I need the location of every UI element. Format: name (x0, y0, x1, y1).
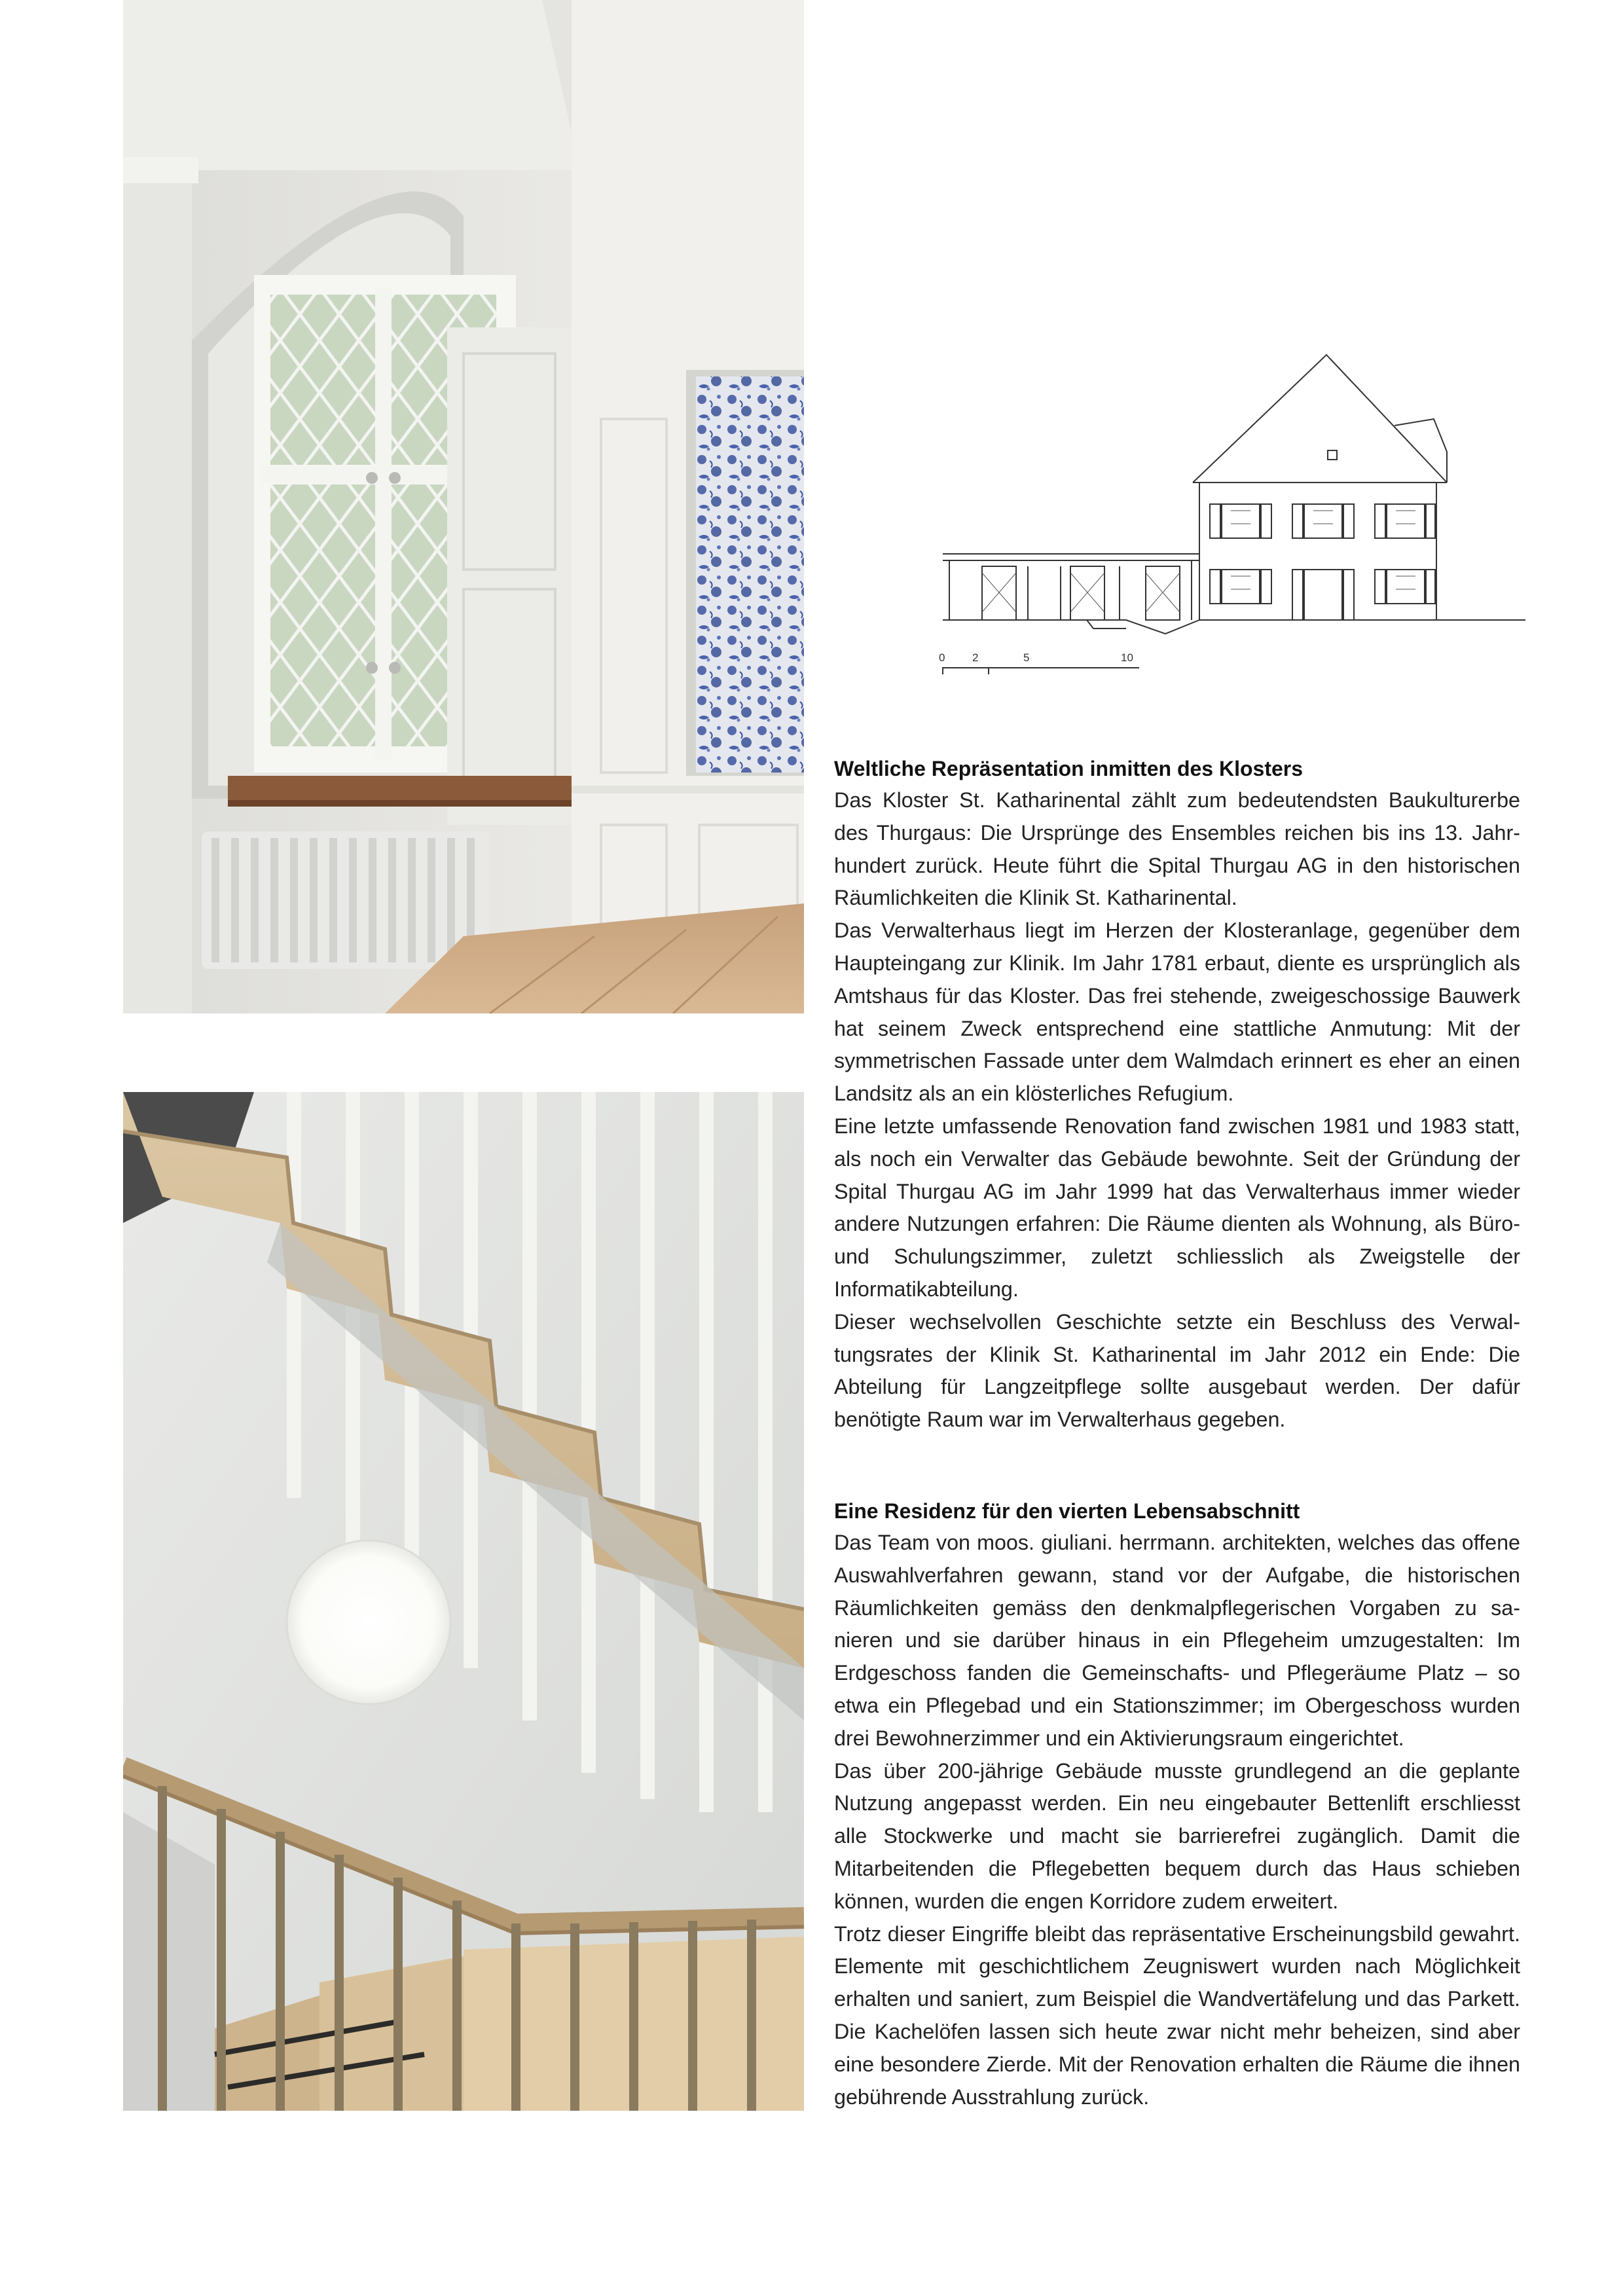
photo-window-interior (123, 0, 804, 1013)
section-heading: Eine Residenz für den vierten Lebensabschnitt (834, 1499, 1300, 1523)
photo-stairwell (123, 1092, 804, 2111)
paragraph: Das über 200-jährige Gebäude musste grundlegend an die geplante Nutzung angepasst werden. Ein neu eingebauter Bettenlift erschliesst alle Stockwerke und macht sie barrierefrei zugänglich. Damit die Mitarbeitenden die Pflegebetten bequem durch das Haus schieben können, wurden die engen Korridore zudem erweitert. (834, 1758, 1520, 1913)
article-section-2 (834, 1495, 1520, 2113)
paragraph: Eine letzte umfassende Renovation fand zwischen 1981 und 1983 statt, als noch ein Verwalter das Gebäude bewohnte. Seit der Gründung der Spital Thurgau AG im Jahr 1999 hat das Verwalterhaus immer wieder andere Nutzungen erfahren: Die Räume dienten als Wohnung, als Büro- und Schulungszimmer, zuletzt schliesslich als Zweigstelle der Informatikabteilung. (834, 1114, 1520, 1301)
section-heading: Weltliche Repräsentation inmitten des Klosters (834, 757, 1304, 780)
scale-label-5: 5 (1023, 651, 1030, 664)
paragraph: Trotz dieser Eingriffe bleibt das repräsentative Erscheinungsbild gewahrt. Elemente mit geschichtlichem Zeugniswert wurden nach Möglichkeit erhalten und saniert, zum Beispiel die Wandvertäfelung und das Parkett. Die Kachelöfen lassen sich heute zwar nicht mehr beheizen, sind aber eine besondere Zierde. Mit der Renovation erhalten die Räume die ihnen gebührende Ausstrahlung zurück. (834, 1922, 1520, 2109)
scale-label-10: 10 (1121, 651, 1133, 664)
elevation-drawing (930, 347, 1532, 674)
paragraph: Das Team von moos. giuliani. herrmann. architekten, welches das offene Auswahlverfahren gewann, stand vor der Aufgabe, die historischen Räumlichkeiten gemäss den denkmalpflegerischen Vorgaben zu sanieren und sie darüber hinaus in ein Pflegeheim umzugestalten: Im Erdgeschoss fanden die Gemeinschafts- und Pflegeräume Platz – so etwa ein Pflegebad und ein Stationszimmer; im Obergeschoss wurden drei Bewohnerzimmer und ein Aktivierungsraum eingerichtet. (834, 1531, 1520, 1750)
scale-label-2: 2 (972, 651, 979, 664)
paragraph: Das Kloster St. Katharinental zählt zum bedeutendsten Baukulturerbe des Thurgaus: Die Ursprünge des Ensembles reichen bis ins 13. Jahrhundert zurück. Heute führt die Spital Thurgau AG in den historischen Räumlichkeiten die Klinik St. Katharinental. (834, 788, 1520, 910)
paragraph: Das Verwalterhaus liegt im Herzen der Klosteranlage, gegenüber dem Haupteingang zur Klinik. Im Jahr 1781 erbaut, diente es ursprünglich als Amtshaus für das Kloster. Das frei stehende, zweigeschossige Bauwerk hat seinem Zweck entsprechend eine stattliche Anmutung: Mit der symmetrischen Fassade unter dem Walmdach erinnert es eher an einen Landsitz als an ein klösterliches Refugium. (834, 919, 1520, 1106)
scale-label-0: 0 (939, 651, 945, 664)
scale-labels (930, 651, 1192, 667)
article-section-1 (834, 753, 1520, 1436)
paragraph: Dieser wechselvollen Geschichte setzte ein Beschluss des Verwaltungsrates der Klinik St. Katharinental im Jahr 2012 ein Ende: Die Abteilung für Langzeitpflege sollte ausgebaut werden. Der dafür benötigte Raum war im Verwalterhaus gegeben. (834, 1309, 1520, 1432)
